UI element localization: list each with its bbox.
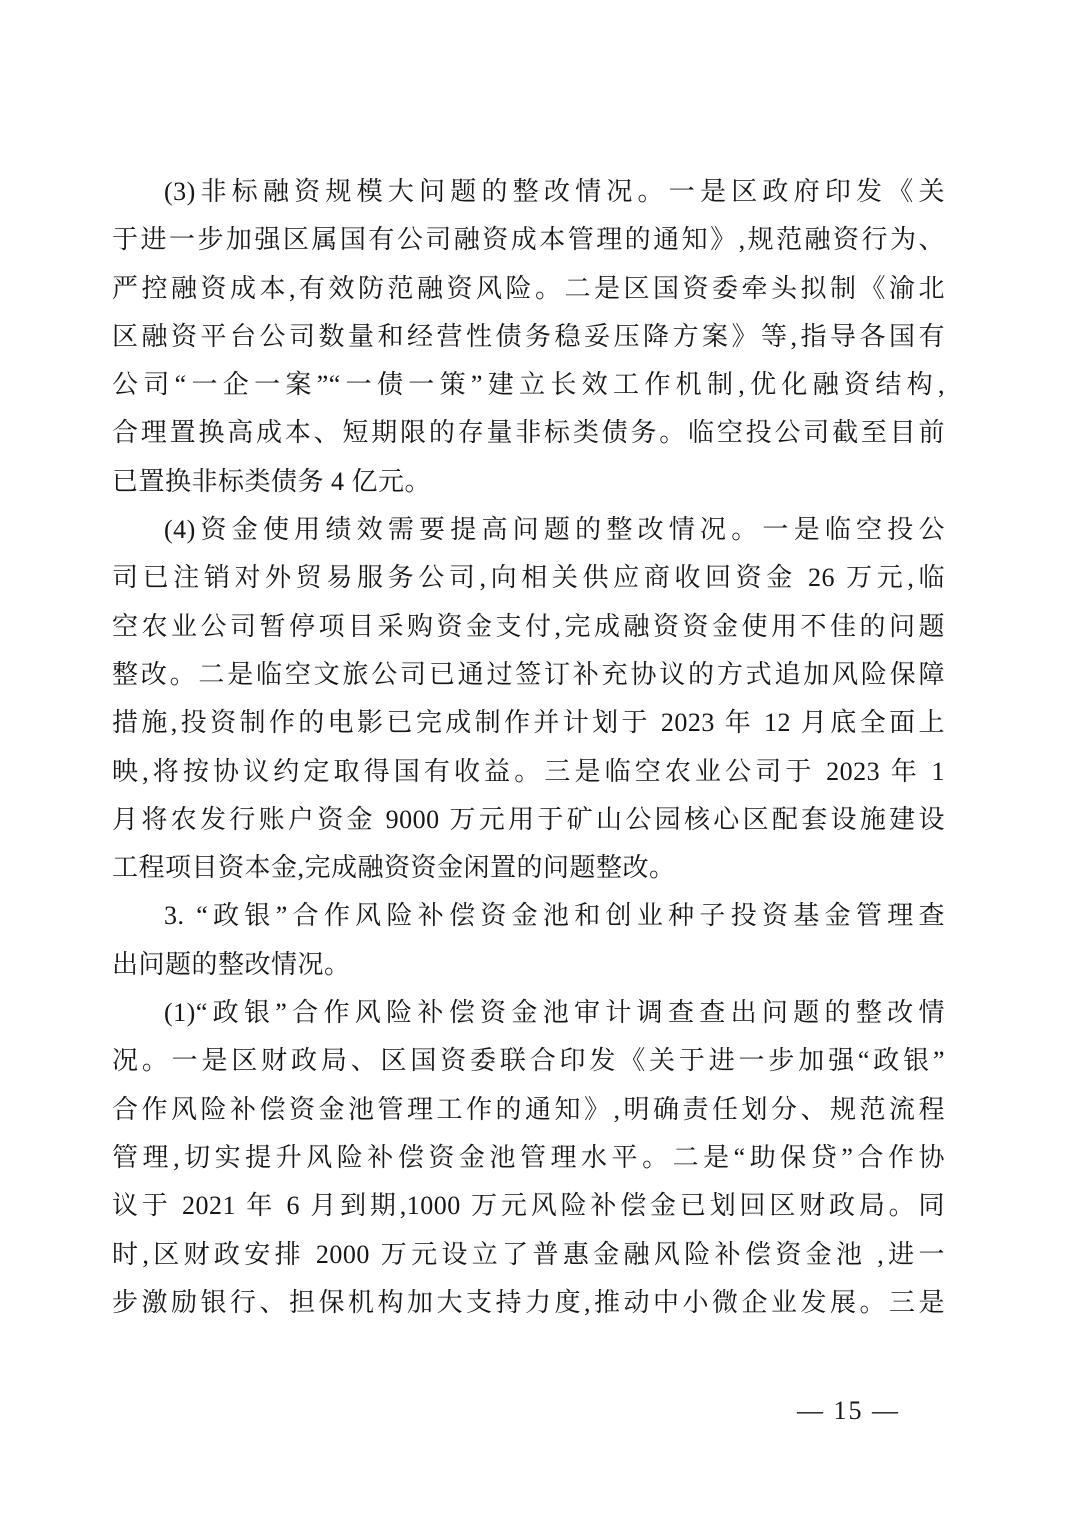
text-line-19: 况。一是区财政局、区国资委联合印发《关于进一步加强“政银” [112, 1046, 945, 1076]
text-line-12: 措施,投资制作的电影已完成制作并计划于 2023 年 12 月底全面上 [112, 708, 945, 738]
text-line-23: 时,区财政安排 2000 万元设立了普惠金融风险补偿资金池 ,进一 [112, 1239, 945, 1269]
text-line-16: 3. “政银”合作风险补偿资金池和创业种子投资基金管理查 [164, 901, 945, 931]
text-line-3: 严控融资成本,有效防范融资风险。二是区国资委牵头拟制《渝北 [112, 273, 945, 303]
document-body [112, 168, 945, 1327]
text-line-4: 区融资平台公司数量和经营性债务稳妥压降方案》等,指导各国有 [112, 321, 945, 351]
text-line-10: 空农业公司暂停项目采购资金支付,完成融资资金使用不佳的问题 [112, 611, 945, 641]
text-line-24: 步激励银行、担保机构加大支持力度,推动中小微企业发展。三是 [112, 1287, 945, 1317]
text-line-1: (3)非标融资规模大问题的整改情况。一是区政府印发《关 [164, 177, 945, 206]
text-line-9: 司已注销对外贸易服务公司,向相关供应商收回资金 26 万元,临 [112, 563, 945, 593]
text-line-18: (1)“政银”合作风险补偿资金池审计调查查出问题的整改情 [164, 998, 945, 1028]
text-line-21: 管理,切实提升风险补偿资金池管理水平。二是“助保贷”合作协 [112, 1142, 945, 1172]
page-number: — 15 — [797, 1396, 900, 1425]
text-line-11: 整改。二是临空文旅公司已通过签订补充协议的方式追加风险保障 [112, 659, 945, 689]
text-line-5: 公司“一企一案”“一债一策”建立长效工作机制,优化融资结构, [112, 370, 945, 400]
text-line-13: 映,将按协议约定取得国有收益。三是临空农业公司于 2023 年 1 [112, 756, 945, 786]
text-line-2: 于进一步加强区属国有公司融资成本管理的通知》,规范融资行为、 [112, 225, 945, 255]
text-line-14: 月将农发行账户资金 9000 万元用于矿山公园核心区配套设施建设 [112, 804, 945, 834]
text-line-6: 合理置换高成本、短期限的存量非标类债务。临空投公司截至目前 [112, 418, 945, 448]
text-line-20: 合作风险补偿资金池管理工作的通知》,明确责任划分、规范流程 [112, 1094, 945, 1124]
text-line-8: (4)资金使用绩效需要提高问题的整改情况。一是临空投公 [164, 515, 945, 545]
text-line-22: 议于 2021 年 6 月到期,1000 万元风险补偿金已划回区财政局。同 [112, 1191, 945, 1221]
text-line-17: 出问题的整改情况。 [112, 949, 351, 979]
text-line-15: 工程项目资本金,完成融资资金闲置的问题整改。 [112, 853, 676, 883]
text-line-7: 已置换非标类债务 4 亿元。 [112, 466, 432, 496]
